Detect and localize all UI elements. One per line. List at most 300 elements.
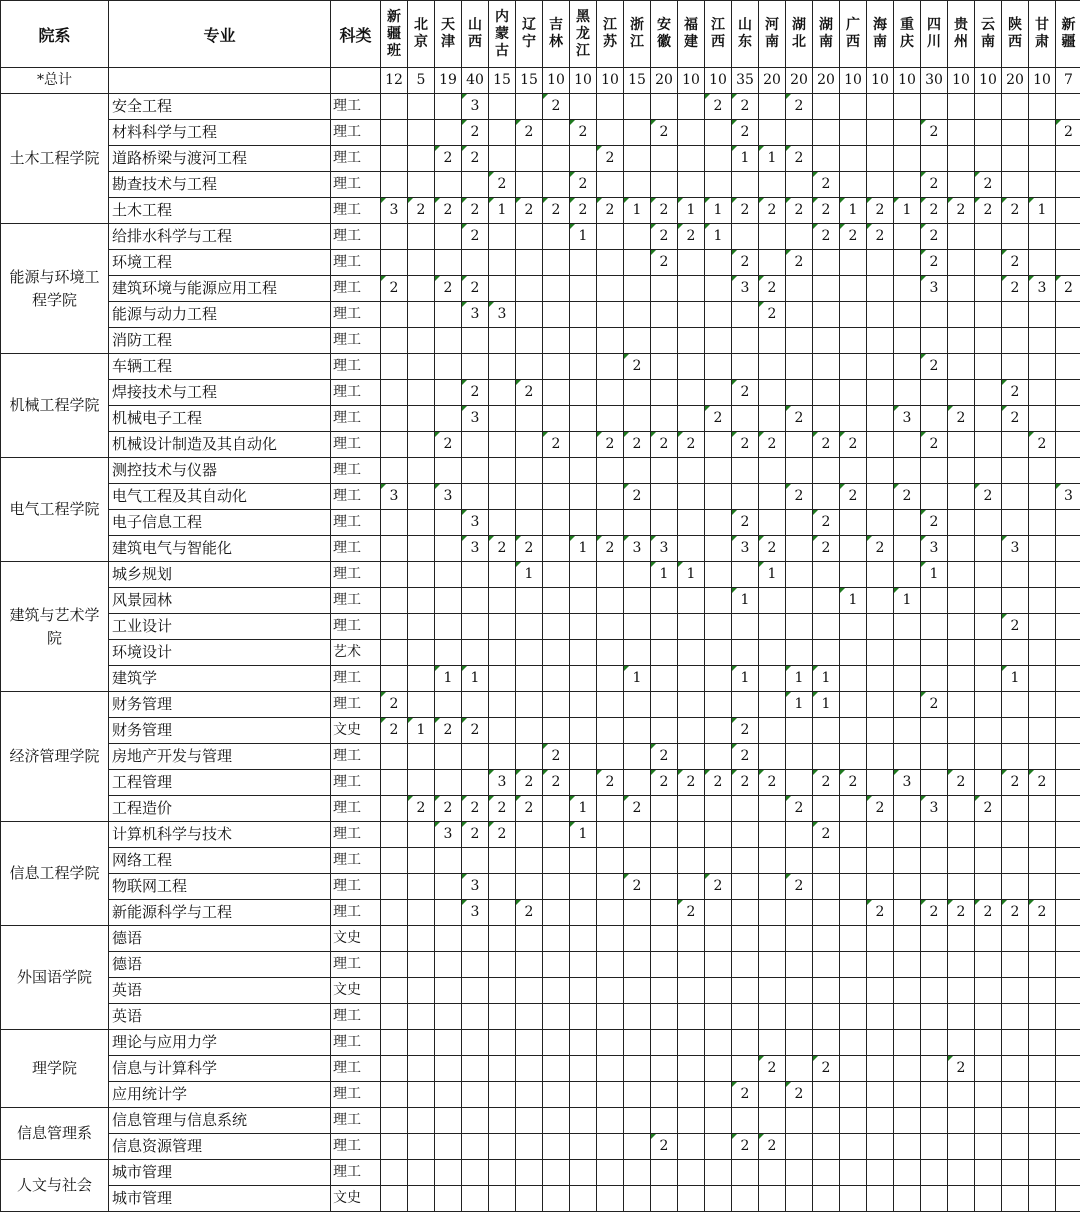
- quota-cell: [921, 328, 948, 354]
- quota-cell: [651, 1030, 678, 1056]
- quota-cell: 2: [651, 198, 678, 224]
- quota-cell: [651, 328, 678, 354]
- quota-cell: [543, 952, 570, 978]
- quota-cell: [813, 952, 840, 978]
- quota-cell: 2: [732, 1134, 759, 1160]
- quota-cell: [921, 380, 948, 406]
- quota-cell: [435, 458, 462, 484]
- quota-cell: [1029, 224, 1056, 250]
- quota-cell: [408, 146, 435, 172]
- quota-cell: 2: [732, 718, 759, 744]
- quota-cell: [1029, 848, 1056, 874]
- quota-cell: [1029, 1134, 1056, 1160]
- quota-cell: [381, 328, 408, 354]
- quota-cell: [408, 380, 435, 406]
- quota-cell: 2: [408, 198, 435, 224]
- quota-cell: [705, 458, 732, 484]
- quota-cell: [570, 588, 597, 614]
- quota-cell: [1002, 458, 1029, 484]
- quota-cell: 2: [651, 770, 678, 796]
- quota-cell: 1: [678, 198, 705, 224]
- quota-cell: [408, 952, 435, 978]
- quota-cell: [867, 1186, 894, 1212]
- quota-cell: [462, 328, 489, 354]
- quota-cell: 2: [435, 276, 462, 302]
- quota-cell: [624, 1108, 651, 1134]
- quota-cell: [948, 926, 975, 952]
- quota-cell: [705, 1108, 732, 1134]
- quota-cell: [1056, 1030, 1080, 1056]
- quota-cell: [840, 562, 867, 588]
- quota-cell: [678, 250, 705, 276]
- quota-cell: [570, 302, 597, 328]
- quota-cell: 1: [462, 666, 489, 692]
- quota-cell: [597, 380, 624, 406]
- quota-cell: [624, 1160, 651, 1186]
- quota-cell: 2: [732, 432, 759, 458]
- quota-cell: [678, 952, 705, 978]
- quota-cell: [435, 380, 462, 406]
- quota-cell: [1002, 952, 1029, 978]
- quota-cell: [705, 744, 732, 770]
- quota-cell: [840, 458, 867, 484]
- quota-cell: [921, 302, 948, 328]
- quota-cell: [462, 562, 489, 588]
- table-row: [1, 224, 1080, 250]
- quota-cell: [678, 94, 705, 120]
- quota-cell: [894, 1004, 921, 1030]
- quota-cell: 2: [462, 198, 489, 224]
- quota-cell: 2: [840, 432, 867, 458]
- category: 理工: [331, 666, 381, 692]
- major-name: 勘查技术与工程: [109, 172, 331, 198]
- dept-name: 经济管理学院: [1, 692, 109, 822]
- quota-cell: [975, 536, 1002, 562]
- quota-cell: [1029, 1082, 1056, 1108]
- quota-cell: [408, 666, 435, 692]
- quota-cell: [381, 926, 408, 952]
- quota-cell: [705, 510, 732, 536]
- quota-cell: [678, 666, 705, 692]
- quota-cell: [570, 900, 597, 926]
- quota-cell: 3: [894, 770, 921, 796]
- quota-cell: [1056, 588, 1080, 614]
- quota-cell: [948, 744, 975, 770]
- quota-cell: [1056, 224, 1080, 250]
- quota-cell: 2: [1002, 614, 1029, 640]
- major-name: 安全工程: [109, 94, 331, 120]
- quota-cell: 2: [921, 900, 948, 926]
- quota-cell: [759, 692, 786, 718]
- quota-cell: 2: [921, 120, 948, 146]
- quota-cell: [921, 666, 948, 692]
- quota-cell: [408, 848, 435, 874]
- quota-cell: [759, 848, 786, 874]
- quota-cell: 2: [948, 900, 975, 926]
- quota-cell: [786, 978, 813, 1004]
- quota-cell: [840, 354, 867, 380]
- quota-cell: [867, 458, 894, 484]
- quota-cell: [1056, 250, 1080, 276]
- table-row: [1, 952, 1080, 978]
- quota-cell: 3: [732, 536, 759, 562]
- quota-cell: [975, 848, 1002, 874]
- quota-cell: [813, 94, 840, 120]
- quota-cell: 1: [894, 198, 921, 224]
- total-value: 19: [435, 68, 462, 94]
- quota-cell: [543, 354, 570, 380]
- quota-cell: [408, 224, 435, 250]
- quota-cell: [1056, 614, 1080, 640]
- quota-cell: [948, 562, 975, 588]
- header-row: [1, 1, 1080, 68]
- table-row: [1, 484, 1080, 510]
- quota-cell: [543, 1160, 570, 1186]
- quota-cell: 2: [786, 796, 813, 822]
- quota-cell: [543, 458, 570, 484]
- header-major: 专业: [109, 1, 331, 68]
- category: 理工: [331, 198, 381, 224]
- quota-cell: [1002, 1108, 1029, 1134]
- quota-cell: [1029, 1030, 1056, 1056]
- quota-cell: 2: [516, 536, 543, 562]
- quota-cell: [543, 640, 570, 666]
- quota-cell: 2: [921, 510, 948, 536]
- category: 理工: [331, 614, 381, 640]
- quota-cell: [489, 874, 516, 900]
- table-row: [1, 640, 1080, 666]
- quota-cell: [786, 1186, 813, 1212]
- quota-cell: [732, 1108, 759, 1134]
- quota-cell: [678, 978, 705, 1004]
- category: 文史: [331, 926, 381, 952]
- quota-cell: [543, 276, 570, 302]
- quota-cell: [867, 692, 894, 718]
- quota-cell: 2: [813, 510, 840, 536]
- quota-cell: [408, 822, 435, 848]
- quota-cell: [489, 224, 516, 250]
- quota-cell: [705, 692, 732, 718]
- quota-cell: [867, 1160, 894, 1186]
- quota-cell: [435, 1134, 462, 1160]
- quota-cell: 2: [651, 744, 678, 770]
- quota-cell: [435, 1056, 462, 1082]
- quota-cell: [867, 276, 894, 302]
- quota-cell: [624, 640, 651, 666]
- quota-cell: [813, 302, 840, 328]
- quota-cell: [948, 952, 975, 978]
- quota-cell: [786, 1160, 813, 1186]
- quota-cell: 1: [786, 692, 813, 718]
- quota-cell: [570, 1160, 597, 1186]
- quota-cell: [489, 276, 516, 302]
- quota-cell: 2: [975, 172, 1002, 198]
- quota-cell: [651, 1160, 678, 1186]
- quota-cell: 2: [1002, 770, 1029, 796]
- quota-cell: [840, 926, 867, 952]
- quota-cell: [408, 874, 435, 900]
- quota-cell: [705, 276, 732, 302]
- quota-cell: [1002, 874, 1029, 900]
- quota-cell: [759, 484, 786, 510]
- quota-cell: [543, 302, 570, 328]
- quota-cell: [1029, 94, 1056, 120]
- quota-cell: [867, 510, 894, 536]
- quota-cell: [786, 822, 813, 848]
- quota-cell: [570, 848, 597, 874]
- quota-cell: [759, 1186, 786, 1212]
- quota-cell: [597, 510, 624, 536]
- header-province: 山西: [462, 1, 489, 68]
- quota-cell: [1056, 900, 1080, 926]
- quota-cell: 2: [732, 1082, 759, 1108]
- quota-cell: [813, 900, 840, 926]
- quota-cell: [1029, 172, 1056, 198]
- quota-cell: [1056, 926, 1080, 952]
- total-label: *总计: [1, 68, 109, 94]
- table-row: [1, 796, 1080, 822]
- quota-cell: [948, 250, 975, 276]
- quota-cell: [786, 432, 813, 458]
- quota-cell: 2: [759, 432, 786, 458]
- quota-cell: [435, 848, 462, 874]
- quota-cell: [1029, 952, 1056, 978]
- quota-cell: [705, 978, 732, 1004]
- table-row: [1, 874, 1080, 900]
- quota-cell: [975, 1056, 1002, 1082]
- quota-cell: [1002, 796, 1029, 822]
- quota-cell: [597, 172, 624, 198]
- quota-cell: [867, 562, 894, 588]
- quota-cell: [975, 562, 1002, 588]
- major-name: 城市管理: [109, 1160, 331, 1186]
- table-row: [1, 172, 1080, 198]
- quota-cell: 2: [732, 198, 759, 224]
- quota-cell: [975, 276, 1002, 302]
- quota-cell: [1002, 978, 1029, 1004]
- quota-cell: [516, 1030, 543, 1056]
- quota-cell: [840, 1004, 867, 1030]
- quota-cell: 2: [435, 146, 462, 172]
- quota-cell: [1002, 354, 1029, 380]
- total-value: 12: [381, 68, 408, 94]
- quota-cell: [975, 354, 1002, 380]
- quota-cell: [975, 1030, 1002, 1056]
- quota-cell: [705, 1160, 732, 1186]
- header-province: 吉林: [543, 1, 570, 68]
- quota-cell: [597, 640, 624, 666]
- quota-cell: 2: [786, 198, 813, 224]
- quota-cell: [435, 952, 462, 978]
- quota-cell: [381, 744, 408, 770]
- quota-cell: [867, 1056, 894, 1082]
- quota-cell: [1056, 874, 1080, 900]
- quota-cell: [975, 1160, 1002, 1186]
- quota-cell: [435, 120, 462, 146]
- quota-cell: [840, 1082, 867, 1108]
- category: 文史: [331, 1186, 381, 1212]
- quota-cell: [597, 94, 624, 120]
- table-row: [1, 250, 1080, 276]
- quota-cell: [813, 1004, 840, 1030]
- quota-cell: [732, 224, 759, 250]
- quota-cell: [921, 1186, 948, 1212]
- quota-cell: [624, 1134, 651, 1160]
- total-major-blank: [109, 68, 331, 94]
- quota-cell: [1056, 770, 1080, 796]
- table-row: [1, 1056, 1080, 1082]
- quota-cell: [516, 588, 543, 614]
- quota-cell: [597, 1108, 624, 1134]
- quota-cell: [651, 978, 678, 1004]
- quota-cell: [1056, 796, 1080, 822]
- quota-cell: [813, 1030, 840, 1056]
- quota-cell: 1: [624, 198, 651, 224]
- quota-cell: [462, 952, 489, 978]
- quota-cell: 2: [462, 796, 489, 822]
- quota-cell: [732, 302, 759, 328]
- quota-cell: [570, 614, 597, 640]
- header-province: 广西: [840, 1, 867, 68]
- quota-cell: [678, 718, 705, 744]
- quota-cell: 2: [948, 406, 975, 432]
- quota-cell: 2: [921, 250, 948, 276]
- quota-cell: [921, 1030, 948, 1056]
- quota-cell: [894, 1030, 921, 1056]
- quota-cell: [516, 302, 543, 328]
- quota-cell: [678, 536, 705, 562]
- header-province: 福建: [678, 1, 705, 68]
- major-name: 财务管理: [109, 692, 331, 718]
- quota-cell: [435, 172, 462, 198]
- quota-cell: [624, 588, 651, 614]
- quota-cell: 2: [543, 770, 570, 796]
- quota-cell: [840, 406, 867, 432]
- quota-cell: [651, 484, 678, 510]
- quota-cell: [516, 458, 543, 484]
- quota-cell: 3: [1056, 484, 1080, 510]
- quota-cell: [408, 770, 435, 796]
- quota-cell: [786, 458, 813, 484]
- quota-cell: [570, 718, 597, 744]
- quota-cell: [570, 1030, 597, 1056]
- quota-cell: [489, 692, 516, 718]
- quota-cell: [894, 926, 921, 952]
- table-row: [1, 302, 1080, 328]
- quota-cell: [786, 276, 813, 302]
- quota-cell: [516, 224, 543, 250]
- category: 理工: [331, 432, 381, 458]
- dept-name: 能源与环境工程学院: [1, 224, 109, 354]
- category: 理工: [331, 484, 381, 510]
- quota-cell: [1002, 744, 1029, 770]
- quota-cell: 2: [597, 198, 624, 224]
- quota-cell: [435, 562, 462, 588]
- quota-cell: [894, 380, 921, 406]
- quota-cell: 3: [489, 770, 516, 796]
- quota-cell: [651, 1056, 678, 1082]
- quota-cell: [489, 562, 516, 588]
- quota-cell: [678, 640, 705, 666]
- category: 理工: [331, 744, 381, 770]
- header-province: 新疆: [1056, 1, 1080, 68]
- quota-cell: [462, 744, 489, 770]
- quota-cell: [705, 822, 732, 848]
- category: 理工: [331, 796, 381, 822]
- quota-cell: [624, 302, 651, 328]
- quota-cell: [786, 1056, 813, 1082]
- quota-cell: [597, 1082, 624, 1108]
- quota-cell: [705, 1134, 732, 1160]
- quota-cell: 2: [624, 874, 651, 900]
- quota-cell: [624, 328, 651, 354]
- quota-cell: 2: [732, 770, 759, 796]
- quota-cell: 2: [462, 276, 489, 302]
- total-value: 10: [597, 68, 624, 94]
- quota-cell: [651, 94, 678, 120]
- quota-cell: [381, 380, 408, 406]
- quota-cell: [516, 1082, 543, 1108]
- quota-cell: [786, 510, 813, 536]
- quota-cell: [516, 640, 543, 666]
- quota-cell: [678, 354, 705, 380]
- quota-cell: [651, 380, 678, 406]
- table-row: [1, 198, 1080, 224]
- quota-cell: [948, 94, 975, 120]
- quota-cell: [813, 718, 840, 744]
- header-province: 江西: [705, 1, 732, 68]
- quota-cell: [1002, 172, 1029, 198]
- table-row: [1, 536, 1080, 562]
- quota-cell: [570, 562, 597, 588]
- quota-cell: [786, 328, 813, 354]
- quota-cell: [921, 1056, 948, 1082]
- quota-cell: [813, 1108, 840, 1134]
- quota-cell: [840, 640, 867, 666]
- quota-cell: [813, 1134, 840, 1160]
- quota-cell: [732, 952, 759, 978]
- quota-cell: 3: [462, 874, 489, 900]
- major-name: 城乡规划: [109, 562, 331, 588]
- quota-cell: [975, 822, 1002, 848]
- quota-cell: [489, 848, 516, 874]
- quota-cell: [489, 926, 516, 952]
- header-province: 四川: [921, 1, 948, 68]
- quota-cell: [975, 406, 1002, 432]
- quota-cell: [840, 718, 867, 744]
- quota-cell: 3: [435, 484, 462, 510]
- quota-cell: [381, 172, 408, 198]
- quota-cell: [840, 666, 867, 692]
- quota-cell: [597, 718, 624, 744]
- quota-cell: [975, 614, 1002, 640]
- quota-cell: [651, 692, 678, 718]
- quota-cell: [867, 484, 894, 510]
- quota-cell: [408, 588, 435, 614]
- quota-cell: [381, 250, 408, 276]
- category: 理工: [331, 692, 381, 718]
- quota-cell: [894, 510, 921, 536]
- quota-cell: [1029, 328, 1056, 354]
- quota-cell: 1: [840, 198, 867, 224]
- quota-cell: [786, 718, 813, 744]
- header-province: 安徽: [651, 1, 678, 68]
- quota-cell: [705, 354, 732, 380]
- quota-cell: [435, 926, 462, 952]
- quota-cell: 2: [624, 796, 651, 822]
- quota-cell: [597, 692, 624, 718]
- quota-cell: [381, 952, 408, 978]
